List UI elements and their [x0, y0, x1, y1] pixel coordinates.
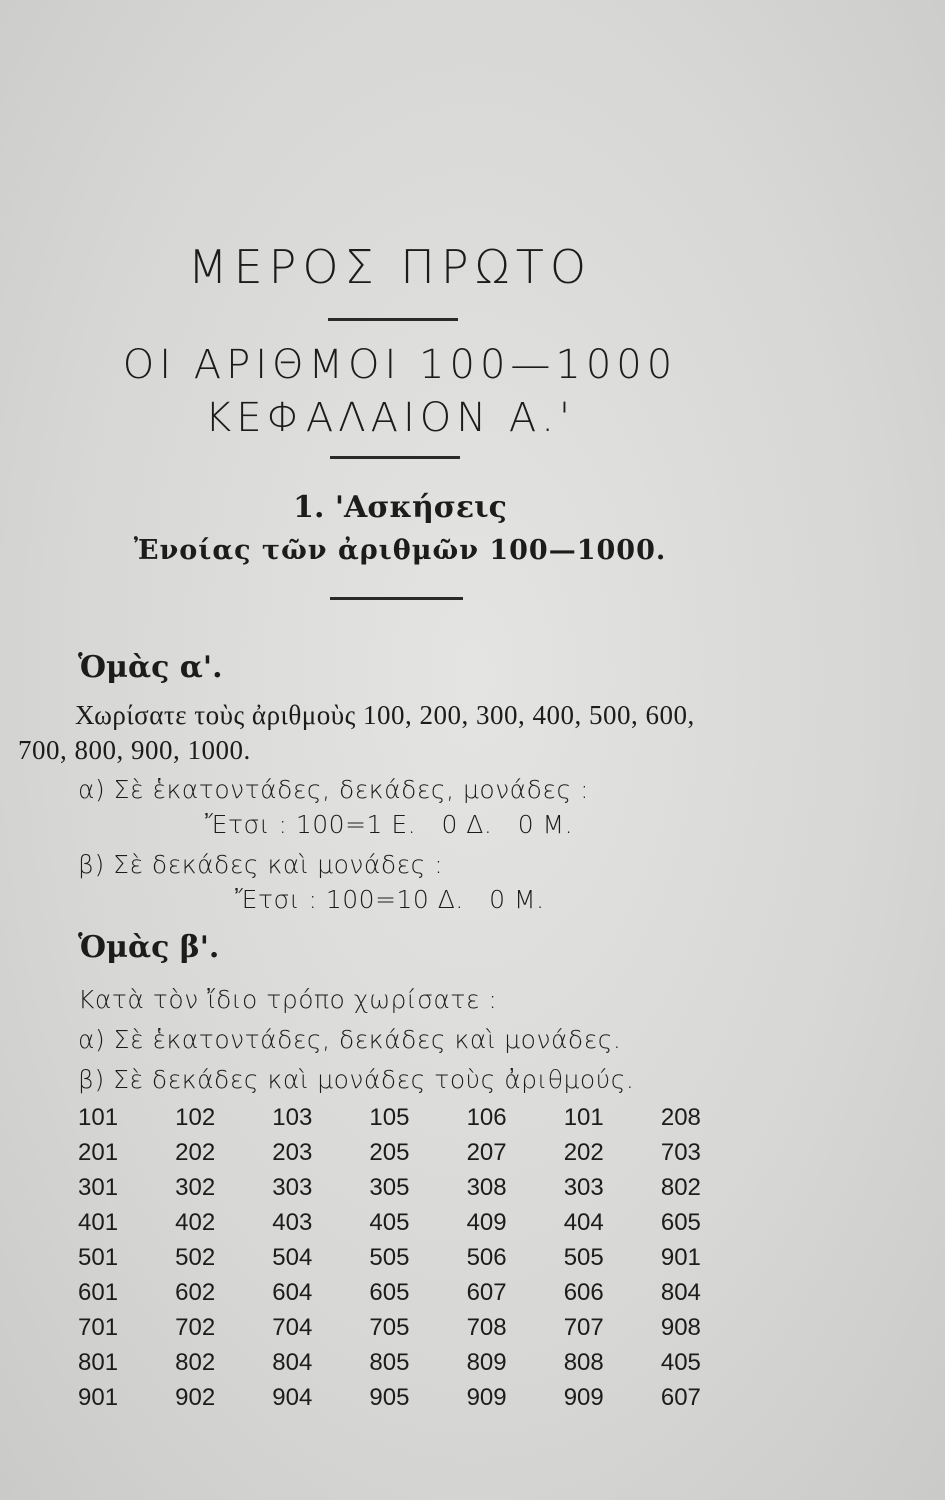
table-cell: 901 — [660, 1243, 701, 1271]
group-b-intro: Κατὰ τὸν ἴδιο τρόπο χωρίσατε : — [78, 985, 498, 1014]
section-subtitle: Ἐνοίας τῶν ἀριθμῶν 100—1000. — [133, 535, 667, 566]
chapter-range-title: ΟΙ ΑΡΙΘΜΟΙ 100—1000 — [122, 342, 678, 388]
table-cell: 303 — [563, 1173, 604, 1201]
table-cell: 801 — [78, 1348, 119, 1376]
table-cell: 908 — [660, 1313, 701, 1341]
table-cell: 705 — [369, 1313, 410, 1341]
table-cell: 202 — [175, 1138, 216, 1166]
table-cell: 405 — [660, 1348, 701, 1376]
table-cell: 201 — [78, 1138, 119, 1166]
group-a-heading: Ὁμὰς α'. — [78, 650, 223, 685]
table-row — [78, 1170, 758, 1205]
table-row — [78, 1345, 758, 1380]
table-cell: 909 — [563, 1383, 604, 1411]
group-a-item-a-example: Ἔτσι : 100=1 Ε. 0 Δ. 0 Μ. — [205, 810, 574, 839]
numbers-table-body — [78, 1100, 758, 1415]
table-row — [78, 1135, 758, 1170]
table-cell: 205 — [369, 1138, 410, 1166]
group-a-intro-line1: Χωρίσατε τοὺς ἀριθμοὺς 100, 200, 300, 400, 500, 600, — [75, 700, 695, 730]
table-cell: 504 — [272, 1243, 313, 1271]
table-row — [78, 1310, 758, 1345]
table-cell: 302 — [175, 1173, 216, 1201]
table-row — [78, 1100, 758, 1135]
table-cell: 101 — [563, 1103, 604, 1131]
table-cell: 802 — [660, 1173, 701, 1201]
table-cell: 102 — [175, 1103, 216, 1131]
group-b-item-b: β) Σὲ δεκάδες καὶ μονάδες τοὺς ἀριθμούς. — [78, 1065, 635, 1094]
section-title: 1. 'Ασκήσεις — [293, 490, 507, 525]
group-b-item-a: α) Σὲ ἑκατοντάδες, δεκάδες καὶ μονάδες. — [78, 1025, 622, 1054]
table-cell: 303 — [272, 1173, 313, 1201]
table-cell: 208 — [660, 1103, 701, 1131]
table-cell: 402 — [175, 1208, 216, 1236]
table-cell: 505 — [563, 1243, 604, 1271]
table-cell: 701 — [78, 1313, 119, 1341]
table-cell: 702 — [175, 1313, 216, 1341]
table-cell: 901 — [78, 1383, 119, 1411]
table-cell: 802 — [175, 1348, 216, 1376]
table-cell: 505 — [369, 1243, 410, 1271]
numbers-table — [78, 1100, 758, 1415]
table-cell: 808 — [563, 1348, 604, 1376]
table-cell: 203 — [272, 1138, 313, 1166]
table-cell: 101 — [78, 1103, 119, 1131]
table-row — [78, 1380, 758, 1415]
table-row — [78, 1275, 758, 1310]
table-cell: 902 — [175, 1383, 216, 1411]
table-cell: 707 — [563, 1313, 604, 1341]
table-cell: 605 — [660, 1208, 701, 1236]
table-cell: 703 — [660, 1138, 701, 1166]
table-cell: 506 — [466, 1243, 507, 1271]
table-cell: 409 — [466, 1208, 507, 1236]
table-cell: 602 — [175, 1278, 216, 1306]
divider-rule — [328, 318, 458, 321]
group-a-intro-line2: 700, 800, 900, 1000. — [18, 735, 251, 765]
table-cell: 704 — [272, 1313, 313, 1341]
table-cell: 809 — [466, 1348, 507, 1376]
table-cell: 708 — [466, 1313, 507, 1341]
group-a-item-b: β) Σὲ δεκάδες καὶ μονάδες : — [78, 850, 444, 879]
table-cell: 904 — [272, 1383, 313, 1411]
table-cell: 405 — [369, 1208, 410, 1236]
table-cell: 502 — [175, 1243, 216, 1271]
divider-rule — [330, 597, 463, 600]
table-cell: 308 — [466, 1173, 507, 1201]
table-cell: 804 — [660, 1278, 701, 1306]
table-cell: 805 — [369, 1348, 410, 1376]
group-b-heading: Ὁμὰς β'. — [78, 930, 220, 965]
part-title: ΜΕΡΟΣ ΠΡΩΤΟ — [187, 240, 593, 294]
table-cell: 601 — [78, 1278, 119, 1306]
table-row — [78, 1240, 758, 1275]
table-cell: 403 — [272, 1208, 313, 1236]
divider-rule — [330, 456, 460, 459]
table-cell: 605 — [369, 1278, 410, 1306]
table-cell: 202 — [563, 1138, 604, 1166]
table-cell: 501 — [78, 1243, 119, 1271]
table-cell: 604 — [272, 1278, 313, 1306]
chapter-title: ΚΕΦΑΛΑΙΟΝ Α.' — [205, 395, 575, 441]
table-cell: 301 — [78, 1173, 119, 1201]
table-cell: 105 — [369, 1103, 410, 1131]
table-cell: 909 — [466, 1383, 507, 1411]
table-cell: 607 — [466, 1278, 507, 1306]
table-cell: 606 — [563, 1278, 604, 1306]
table-cell: 905 — [369, 1383, 410, 1411]
table-cell: 607 — [660, 1383, 701, 1411]
table-cell: 106 — [466, 1103, 507, 1131]
group-a-item-a: α) Σὲ ἑκατοντάδες, δεκάδες, μονάδες : — [78, 775, 589, 804]
table-cell: 404 — [563, 1208, 604, 1236]
table-row — [78, 1205, 758, 1240]
table-cell: 401 — [78, 1208, 119, 1236]
table-cell: 305 — [369, 1173, 410, 1201]
group-a-item-b-example: Ἔτσι : 100=10 Δ. 0 Μ. — [235, 885, 545, 914]
table-cell: 804 — [272, 1348, 313, 1376]
table-cell: 103 — [272, 1103, 313, 1131]
table-cell: 207 — [466, 1138, 507, 1166]
